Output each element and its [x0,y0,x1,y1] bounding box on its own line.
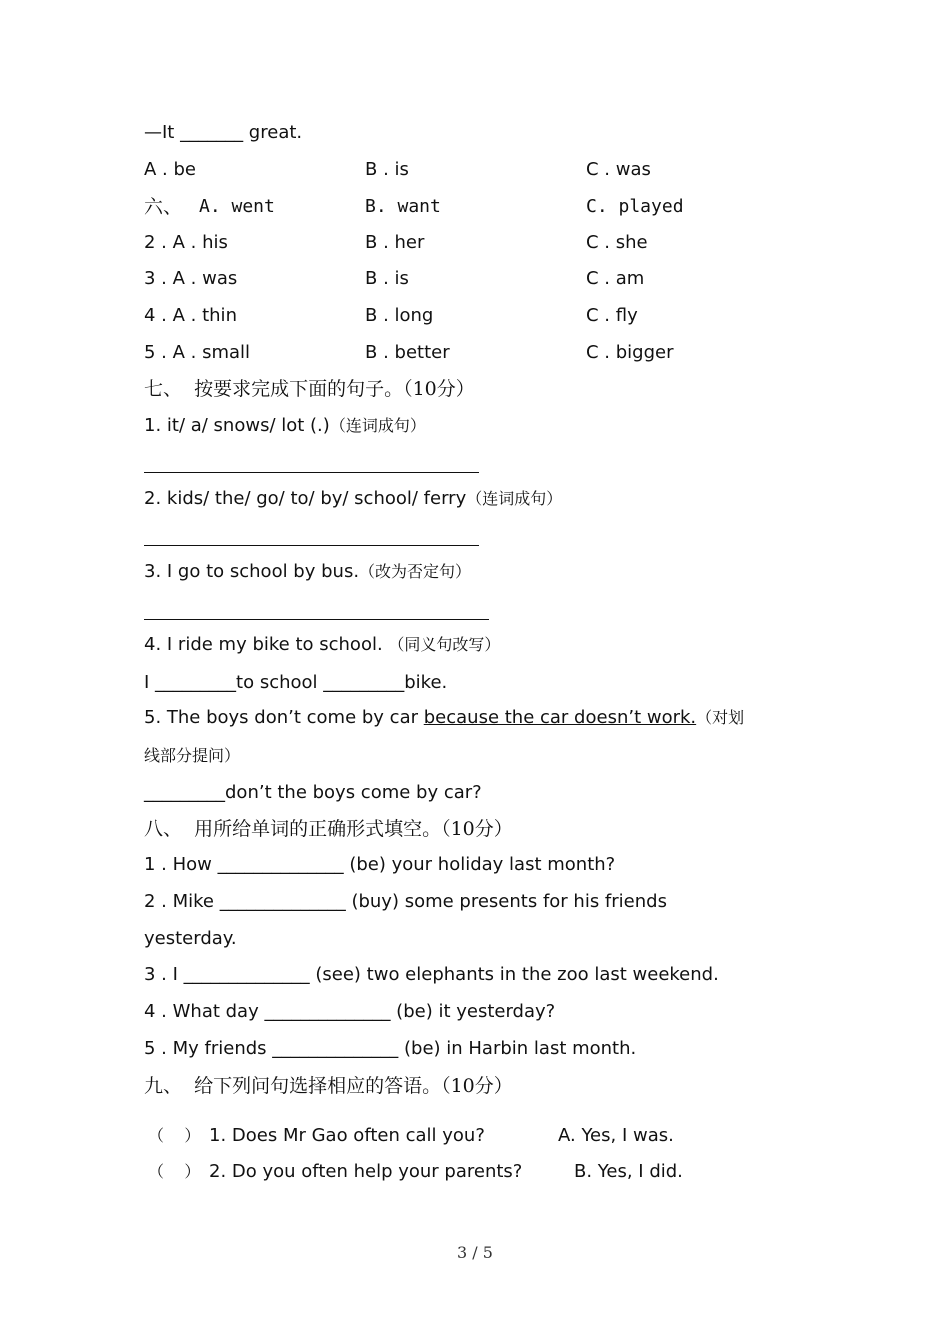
section8-title: 八、 用所给单词的正确形式填空。（10分） [144,818,513,840]
option-b: B . is [365,159,409,180]
s7-q2-note: （连词成句） [466,489,563,508]
s7-q4-answer[interactable]: I _________to school _________bike. [144,672,448,693]
mc-row-4-a: 4 . A . thin [144,305,237,326]
mc-row-5-a: 5 . A . small [144,342,251,363]
s9-q1-answer: A. Yes, I was. [558,1125,674,1146]
mc-row-2-b: B . her [365,232,425,253]
section6-option-a: A. went [199,196,275,217]
s9-q2-paren[interactable]: （ ） [148,1162,201,1181]
page-number: 3 / 5 [457,1243,493,1262]
s7-q1-note: （连词成句） [329,416,426,435]
s7-q4-text: 4. I ride my bike to school. [144,634,389,655]
s8-item-1[interactable]: 1 . How ______________ (be) your holiday last month? [144,854,616,875]
s9-q1-question: 1. Does Mr Gao often call you? [209,1125,485,1146]
s7-q2-text: 2. kids/ the/ go/ to/ by/ school/ ferry [144,488,467,509]
s7-q1-text: 1. it/ a/ snows/ lot (.) [144,415,330,436]
mc-row-4-b: B . long [365,305,434,326]
s7-q5-note: （对划 [696,708,745,727]
s7-q1 [144,414,426,438]
mc-row-4-c: C . fly [586,305,638,326]
s8-item-2-cont: yesterday. [144,928,237,949]
s7-q1-answer-line[interactable] [144,472,479,473]
section6-option-b: B. want [365,196,441,217]
answer-line: —It _______ great. [144,122,303,143]
s7-q3-text: 3. I go to school by bus. [144,561,360,582]
section6-label: 六、 [144,196,183,218]
s7-q5-answer[interactable]: _________don’t the boys come by car? [144,782,482,803]
section7-title: 七、 按要求完成下面的句子。（10分） [144,378,475,400]
s7-q4-note: （同义句改写） [388,635,501,654]
s7-q3-answer-line[interactable] [144,619,489,620]
mc-row-2-c: C . she [586,232,648,253]
mc-row-3-c: C . am [586,268,645,289]
s8-item-4[interactable]: 4 . What day ______________ (be) it yesterday? [144,1001,556,1022]
s9-q1-paren[interactable]: （ ） [148,1126,201,1145]
s7-q3-note: （改为否定句） [359,562,472,581]
option-a: A . be [144,159,196,180]
mc-row-5-b: B . better [365,342,450,363]
s7-q5 [144,706,744,730]
s9-q2-question: 2. Do you often help your parents? [209,1161,523,1182]
s7-q5-text: 5. The boys don’t come by car [144,707,424,728]
s7-q2 [144,487,562,511]
s8-item-2[interactable]: 2 . Mike ______________ (buy) some presents for his friends [144,891,667,912]
s7-q4 [144,633,500,657]
mc-row-3-b: B . is [365,268,409,289]
s7-q2-answer-line[interactable] [144,545,479,546]
s7-q3 [144,560,471,584]
option-c: C . was [586,159,651,180]
section9-title: 九、 给下列问句选择相应的答语。（10分） [144,1075,513,1097]
s8-item-5[interactable]: 5 . My friends ______________ (be) in Harbin last month. [144,1038,637,1059]
mc-row-5-c: C . bigger [586,342,674,363]
s8-item-3[interactable]: 3 . I ______________ (see) two elephants in the zoo last weekend. [144,964,719,985]
mc-row-2-a: 2 . A . his [144,232,228,253]
section6-option-c: C. played [586,196,684,217]
s7-q5-underlined: because the car doesn’t work. [423,707,697,728]
mc-row-3-a: 3 . A . was [144,268,238,289]
s7-q5-note-cont: 线部分提问） [144,746,241,765]
s9-q2-answer: B. Yes, I did. [574,1161,683,1182]
